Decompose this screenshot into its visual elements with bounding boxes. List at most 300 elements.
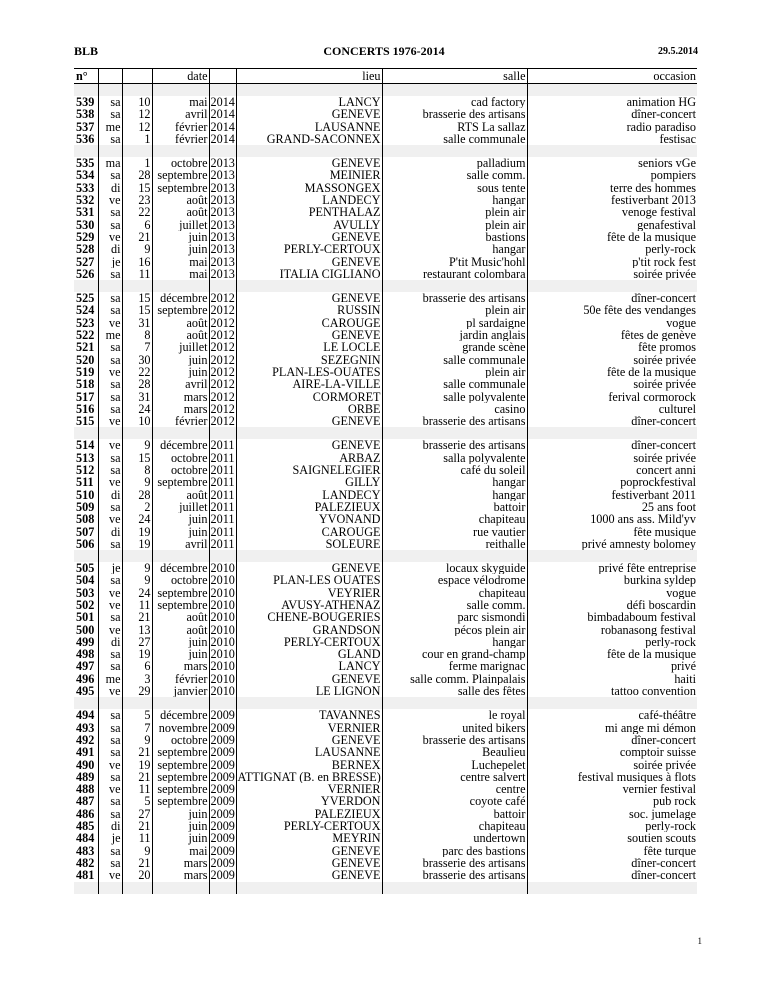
table-row <box>74 574 697 586</box>
weekday-cell: me <box>98 121 122 133</box>
lieu-cell: SAIGNELEGIER <box>236 464 382 476</box>
day-cell: 31 <box>122 317 152 329</box>
year-cell: 2013 <box>210 267 235 281</box>
occasion-cell: bimbadaboum festival <box>527 611 697 623</box>
occasion-cell: vogue <box>527 317 697 329</box>
concert-number-cell: 503 <box>76 586 95 599</box>
weekday-cell: me <box>98 673 122 685</box>
weekday-cell: sa <box>98 795 122 807</box>
month-cell: mars <box>152 391 209 403</box>
weekday-cell: sa <box>98 771 122 783</box>
concert-number-cell: 537 <box>76 120 95 133</box>
table-row <box>74 341 697 353</box>
salle-cell: P'tit Music'hohl <box>382 256 527 268</box>
occasion-cell: fête musique <box>527 526 697 538</box>
concert-number-cell: 495 <box>76 685 95 698</box>
weekday-cell: ve <box>98 366 122 378</box>
salle-cell: jardin anglais <box>382 329 527 341</box>
day-cell: 11 <box>122 268 152 280</box>
year-cell: 2014 <box>210 132 235 146</box>
day-cell: 28 <box>122 378 152 390</box>
month-cell: février <box>152 415 209 427</box>
year-cell: 2013 <box>210 157 235 170</box>
salle-cell: grande scène <box>382 341 527 353</box>
weekday-cell: ve <box>98 599 122 611</box>
day-cell: 21 <box>122 611 152 623</box>
year-cell: 2011 <box>210 500 235 514</box>
weekday-cell: sa <box>98 611 122 623</box>
month-cell: juin <box>152 636 209 648</box>
concert-number-cell: 509 <box>76 500 95 514</box>
occasion-cell: dîner-concert <box>527 108 697 120</box>
year-cell: 2010 <box>210 611 235 624</box>
year-cell: 2009 <box>210 795 235 808</box>
concert-number-cell: 526 <box>76 267 95 281</box>
table-row <box>74 673 697 685</box>
weekday-cell: je <box>98 832 122 844</box>
concert-number-cell: 502 <box>76 598 95 612</box>
day-cell: 7 <box>122 341 152 353</box>
month-cell: août <box>152 329 209 341</box>
concert-number-cell: 536 <box>76 132 95 146</box>
column-header-occasion: occasion <box>527 69 697 84</box>
occasion-cell: 25 ans foot <box>527 501 697 513</box>
salle-cell: brasserie des artisans <box>382 857 527 869</box>
concert-number-cell: 489 <box>76 770 95 784</box>
occasion-cell: vernier festival <box>527 783 697 795</box>
table-row <box>74 182 697 194</box>
group-separator <box>74 697 697 709</box>
day-cell: 8 <box>122 464 152 476</box>
weekday-cell: sa <box>98 219 122 231</box>
month-cell: mars <box>152 869 209 881</box>
lieu-cell: PLAN-LES OUATES <box>236 574 382 586</box>
month-cell: septembre <box>152 783 209 795</box>
lieu-cell: GENEVE <box>236 415 382 427</box>
occasion-cell: soc. jumelage <box>527 808 697 820</box>
salle-cell: casino <box>382 403 527 415</box>
month-cell: juillet <box>152 501 209 513</box>
day-cell: 19 <box>122 526 152 538</box>
month-cell: janvier <box>152 685 209 697</box>
salle-cell: rue vautier <box>382 526 527 538</box>
year-cell: 2012 <box>210 390 235 403</box>
lieu-cell: PERLY-CERTOUX <box>236 820 382 832</box>
table-row <box>74 476 697 488</box>
lieu-cell: GENEVE <box>236 869 382 881</box>
salle-cell: hangar <box>382 194 527 206</box>
lieu-cell: ARBAZ <box>236 452 382 464</box>
lieu-cell: ITALIA CIGLIANO <box>236 268 382 280</box>
month-cell: octobre <box>152 574 209 586</box>
table-row <box>74 329 697 341</box>
month-cell: février <box>152 673 209 685</box>
month-cell: juin <box>152 366 209 378</box>
concert-number-cell: 520 <box>76 353 95 366</box>
weekday-cell: sa <box>98 133 122 145</box>
weekday-cell: di <box>98 243 122 255</box>
day-cell: 9 <box>122 574 152 586</box>
concert-number-cell: 490 <box>76 758 95 771</box>
occasion-cell: pompiers <box>527 169 697 181</box>
weekday-cell: sa <box>98 403 122 415</box>
year-cell: 2013 <box>210 255 235 268</box>
month-cell: février <box>152 133 209 145</box>
occasion-cell: fête promos <box>527 341 697 353</box>
lieu-cell: LANCY <box>236 96 382 108</box>
day-cell: 29 <box>122 685 152 697</box>
month-cell: août <box>152 194 209 206</box>
weekday-cell: sa <box>98 709 122 721</box>
weekday-cell: sa <box>98 660 122 672</box>
day-cell: 11 <box>122 783 152 795</box>
table-row <box>74 820 697 832</box>
month-cell: août <box>152 489 209 501</box>
month-cell: mars <box>152 660 209 672</box>
table-row <box>74 219 697 231</box>
occasion-cell: seniors vGe <box>527 157 697 169</box>
month-cell: septembre <box>152 759 209 771</box>
salle-cell: ferme marignac <box>382 660 527 672</box>
month-cell: juin <box>152 243 209 255</box>
lieu-cell: GENEVE <box>236 256 382 268</box>
concert-number-cell: 504 <box>76 574 95 587</box>
concert-number-cell: 505 <box>76 562 95 575</box>
table-row <box>74 317 697 329</box>
weekday-cell: sa <box>98 538 122 550</box>
occasion-cell: dîner-concert <box>527 439 697 451</box>
document-date: 29.5.2014 <box>658 46 698 57</box>
weekday-cell: sa <box>98 452 122 464</box>
weekday-cell: sa <box>98 304 122 316</box>
lieu-cell: LANDECY <box>236 194 382 206</box>
day-cell: 1 <box>122 157 152 169</box>
month-cell: août <box>152 317 209 329</box>
concert-number-cell: 522 <box>76 329 95 342</box>
day-cell: 3 <box>122 673 152 685</box>
lieu-cell: CHENE-BOUGERIES <box>236 611 382 623</box>
day-cell: 27 <box>122 636 152 648</box>
weekday-cell: ve <box>98 759 122 771</box>
table-row <box>74 808 697 820</box>
lieu-cell: PALEZIEUX <box>236 501 382 513</box>
concert-number-cell: 511 <box>76 476 94 489</box>
salle-cell: battoir <box>382 501 527 513</box>
salle-cell: salle comm. <box>382 169 527 181</box>
occasion-cell: 50e fête des vendanges <box>527 304 697 316</box>
table-row <box>74 121 697 133</box>
occasion-cell: 1000 ans ass. Mild'yv <box>527 513 697 525</box>
weekday-cell: je <box>98 562 122 574</box>
weekday-cell: ve <box>98 685 122 697</box>
salle-cell: salle communale <box>382 354 527 366</box>
concert-number-cell: 496 <box>76 672 95 686</box>
weekday-cell: je <box>98 256 122 268</box>
table-row <box>74 795 697 807</box>
day-cell: 21 <box>122 771 152 783</box>
occasion-cell: privé <box>527 660 697 672</box>
year-cell: 2010 <box>210 648 235 661</box>
lieu-cell: PENTHALAZ <box>236 206 382 218</box>
year-cell: 2012 <box>210 292 235 305</box>
concert-number-cell: 508 <box>76 513 95 526</box>
table-row <box>74 243 697 255</box>
year-cell: 2011 <box>210 476 235 489</box>
year-cell: 2009 <box>210 709 235 722</box>
year-cell: 2011 <box>210 525 235 538</box>
year-cell: 2010 <box>210 672 235 686</box>
table-row <box>74 685 697 697</box>
salle-cell: chapiteau <box>382 513 527 525</box>
lieu-cell: GENEVE <box>236 734 382 746</box>
table-row <box>74 108 697 120</box>
weekday-cell: sa <box>98 746 122 758</box>
salle-cell: salla polyvalente <box>382 452 527 464</box>
salle-cell: united bikers <box>382 722 527 734</box>
weekday-cell: ve <box>98 439 122 451</box>
occasion-cell: festiverbant 2013 <box>527 194 697 206</box>
lieu-cell: SOLEURE <box>236 538 382 550</box>
year-cell: 2012 <box>210 329 235 342</box>
month-cell: mai <box>152 96 209 108</box>
table-row <box>74 206 697 218</box>
year-cell: 2012 <box>210 378 235 391</box>
concert-number-cell: 506 <box>76 537 95 551</box>
lieu-cell: RUSSIN <box>236 304 382 316</box>
table-row <box>74 304 697 316</box>
year-cell: 2013 <box>210 206 235 219</box>
concert-number-cell: 498 <box>76 648 95 661</box>
month-cell: avril <box>152 538 209 550</box>
year-cell: 2013 <box>210 169 235 182</box>
salle-cell: espace vélodrome <box>382 574 527 586</box>
table-row <box>74 587 697 599</box>
table-row <box>74 157 697 169</box>
day-cell: 20 <box>122 869 152 881</box>
occasion-cell: festiverbant 2011 <box>527 489 697 501</box>
salle-cell: centre salvert <box>382 771 527 783</box>
weekday-cell: sa <box>98 378 122 390</box>
concert-number-cell: 487 <box>76 795 95 808</box>
day-cell: 15 <box>122 182 152 194</box>
occasion-cell: festival musiques à flots <box>527 771 697 783</box>
year-cell: 2009 <box>210 783 235 796</box>
month-cell: septembre <box>152 599 209 611</box>
weekday-cell: sa <box>98 169 122 181</box>
salle-cell: brasserie des artisans <box>382 439 527 451</box>
concert-number-cell: 493 <box>76 721 95 734</box>
salle-cell: sous tente <box>382 182 527 194</box>
salle-cell: RTS La sallaz <box>382 121 527 133</box>
occasion-cell: poprockfestival <box>527 476 697 488</box>
weekday-cell: sa <box>98 501 122 513</box>
day-cell: 6 <box>122 660 152 672</box>
lieu-cell: TAVANNES <box>236 709 382 721</box>
table-row <box>74 759 697 771</box>
year-cell: 2009 <box>210 820 235 833</box>
page-number: 1 <box>697 936 702 946</box>
concert-number-cell: 499 <box>76 635 95 649</box>
month-cell: septembre <box>152 304 209 316</box>
table-row <box>74 709 697 721</box>
lieu-cell: GENEVE <box>236 562 382 574</box>
year-cell: 2013 <box>210 218 235 231</box>
year-cell: 2010 <box>210 598 235 612</box>
month-cell: mars <box>152 403 209 415</box>
month-cell: juin <box>152 526 209 538</box>
concert-number-cell: 532 <box>76 194 95 207</box>
table-row <box>74 722 697 734</box>
concert-number-cell: 528 <box>76 243 95 256</box>
occasion-cell: soirée privée <box>527 378 697 390</box>
month-cell: juin <box>152 808 209 820</box>
concert-number-cell: 481 <box>76 869 95 882</box>
table-row <box>74 439 697 451</box>
year-cell: 2010 <box>210 574 235 587</box>
occasion-cell: fête turque <box>527 845 697 857</box>
salle-cell: Beaulieu <box>382 746 527 758</box>
day-cell: 9 <box>122 734 152 746</box>
month-cell: septembre <box>152 169 209 181</box>
concert-number-cell: 510 <box>76 488 95 501</box>
salle-cell: café du soleil <box>382 464 527 476</box>
year-cell: 2009 <box>210 844 235 857</box>
year-cell: 2009 <box>210 807 235 821</box>
weekday-cell: ve <box>98 476 122 488</box>
month-cell: décembre <box>152 292 209 304</box>
day-cell: 9 <box>122 243 152 255</box>
concert-number-cell: 512 <box>76 464 95 477</box>
day-cell: 6 <box>122 219 152 231</box>
day-cell: 16 <box>122 256 152 268</box>
lieu-cell: GILLY <box>236 476 382 488</box>
day-cell: 21 <box>122 231 152 243</box>
salle-cell: chapiteau <box>382 587 527 599</box>
salle-cell: plein air <box>382 206 527 218</box>
occasion-cell: privé fête entreprise <box>527 562 697 574</box>
weekday-cell: di <box>98 526 122 538</box>
occasion-cell: venoge festival <box>527 206 697 218</box>
lieu-cell: VERNIER <box>236 783 382 795</box>
table-row <box>74 562 697 574</box>
occasion-cell: comptoir suisse <box>527 746 697 758</box>
document-title: CONCERTS 1976-2014 <box>323 44 445 58</box>
weekday-cell: di <box>98 820 122 832</box>
weekday-cell: ve <box>98 415 122 427</box>
occasion-cell: radio paradiso <box>527 121 697 133</box>
salle-cell: brasserie des artisans <box>382 415 527 427</box>
table-row <box>74 452 697 464</box>
weekday-cell: sa <box>98 96 122 108</box>
column-header-salle: salle <box>382 69 527 84</box>
day-cell: 8 <box>122 329 152 341</box>
month-cell: septembre <box>152 476 209 488</box>
weekday-cell: ve <box>98 624 122 636</box>
day-cell: 11 <box>122 599 152 611</box>
occasion-cell: fête de la musique <box>527 366 697 378</box>
table-row <box>74 194 697 206</box>
occasion-cell: dîner-concert <box>527 869 697 881</box>
weekday-cell: ve <box>98 869 122 881</box>
weekday-cell: ve <box>98 587 122 599</box>
occasion-cell: défi boscardin <box>527 599 697 611</box>
day-cell: 9 <box>122 845 152 857</box>
day-cell: 5 <box>122 795 152 807</box>
group-separator <box>74 145 697 157</box>
year-cell: 2013 <box>210 194 235 207</box>
salle-cell: restaurant colombara <box>382 268 527 280</box>
month-cell: octobre <box>152 157 209 169</box>
occasion-cell: tattoo convention <box>527 685 697 697</box>
concert-number-cell: 501 <box>76 611 95 624</box>
month-cell: juin <box>152 820 209 832</box>
occasion-cell: soirée privée <box>527 759 697 771</box>
salle-cell: salle communale <box>382 133 527 145</box>
day-cell: 2 <box>122 501 152 513</box>
year-cell: 2011 <box>210 464 235 477</box>
month-cell: juin <box>152 832 209 844</box>
year-cell: 2012 <box>210 353 235 366</box>
day-cell: 19 <box>122 648 152 660</box>
occasion-cell: privé amnesty bolomey <box>527 538 697 550</box>
concert-number-cell: 491 <box>76 746 95 759</box>
year-cell: 2009 <box>210 832 235 845</box>
occasion-cell: soirée privée <box>527 452 697 464</box>
year-cell: 2011 <box>210 513 235 526</box>
year-cell: 2012 <box>210 415 235 428</box>
weekday-cell: me <box>98 329 122 341</box>
year-cell: 2010 <box>210 623 235 636</box>
lieu-cell: VERNIER <box>236 722 382 734</box>
salle-cell: plein air <box>382 304 527 316</box>
table-row <box>74 391 697 403</box>
table-row <box>74 354 697 366</box>
month-cell: août <box>152 624 209 636</box>
concert-number-cell: 516 <box>76 402 95 416</box>
lieu-cell: ATTIGNAT (B. en BRESSE) <box>237 770 381 784</box>
month-cell: avril <box>152 378 209 390</box>
column-header-lieu: lieu <box>236 69 382 84</box>
year-cell: 2009 <box>210 869 235 882</box>
concert-number-cell: 521 <box>76 341 95 354</box>
day-cell: 22 <box>122 206 152 218</box>
concert-number-cell: 494 <box>76 709 95 722</box>
day-cell: 19 <box>122 759 152 771</box>
group-separator <box>74 882 697 894</box>
lieu-cell: LANDECY <box>236 489 382 501</box>
table-row <box>74 169 697 181</box>
month-cell: septembre <box>152 795 209 807</box>
concert-number-cell: 514 <box>76 439 95 452</box>
salle-cell: centre <box>382 783 527 795</box>
salle-cell: brasserie des artisans <box>382 108 527 120</box>
day-cell: 28 <box>122 489 152 501</box>
concert-number-cell: 507 <box>76 525 95 538</box>
salle-cell: locaux skyguide <box>382 562 527 574</box>
lieu-cell: PERLY-CERTOUX <box>236 243 382 255</box>
day-cell: 9 <box>122 476 152 488</box>
lieu-cell: SEZEGNIN <box>236 354 382 366</box>
lieu-cell: AVULLY <box>236 219 382 231</box>
salle-cell: brasserie des artisans <box>382 869 527 881</box>
day-cell: 21 <box>122 857 152 869</box>
month-cell: septembre <box>152 771 209 783</box>
month-cell: juin <box>152 513 209 525</box>
lieu-cell: YVERDON <box>236 795 382 807</box>
year-cell: 2014 <box>210 108 235 121</box>
occasion-cell: concert anni <box>527 464 697 476</box>
salle-cell: brasserie des artisans <box>382 734 527 746</box>
